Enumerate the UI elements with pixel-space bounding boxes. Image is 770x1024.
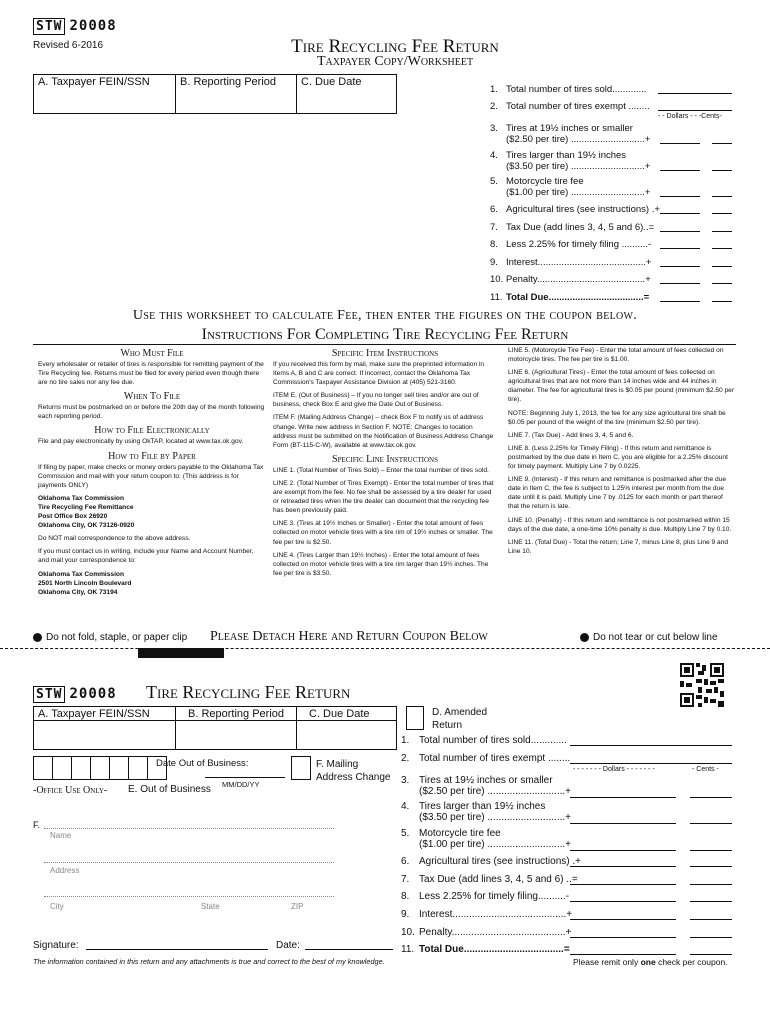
line-number: 8.	[490, 239, 498, 250]
dollars-blank[interactable]	[660, 196, 700, 197]
file-electronically-heading: How to File Electronically	[94, 425, 210, 437]
line-text: Motorcycle tire fee	[419, 828, 501, 839]
worksheet-line-9	[490, 257, 651, 268]
coupon-cents-blank[interactable]	[690, 954, 732, 955]
line-3-instructions: LINE 3. (Tires at 19½ Inches or Smaller) - Enter the total amount of fees collected on motor vehicle tires with a tire rim of 19½ inches or smaller. The fee per tire is $2.50.	[273, 520, 493, 546]
address-line: Tire Recycling Fee Remittance	[38, 503, 134, 511]
coupon-cents-blank[interactable]	[690, 937, 732, 938]
page-title: Tire Recycling Fee Return	[291, 36, 499, 57]
zip-caption: ZIP	[291, 902, 304, 911]
item-e-text: ITEM E. (Out of Business) – If you no longer sell tires and/or are out of business, check Box E and give the Date Out of Business.	[273, 392, 479, 409]
date-out-cells[interactable]	[33, 756, 166, 780]
address-line-2[interactable]	[44, 896, 334, 897]
detach-heading: Please Detach Here and Return Coupon Below	[210, 629, 488, 644]
line-text: Tires larger than 19½ inches	[506, 150, 627, 161]
payment-address	[38, 494, 266, 530]
office-use-only: -Office Use Only-	[33, 785, 108, 796]
contact-text: If you must contact us in writing, include your Name and Account Number, and mail your correspondence to:	[38, 548, 254, 565]
line-number: 1.	[401, 735, 410, 746]
form-code	[33, 18, 117, 34]
coupon-line-3	[401, 775, 571, 797]
coupon-count-blank[interactable]	[570, 745, 732, 746]
coupon-line-4	[401, 801, 571, 823]
line-1-instructions: LINE 1. (Total Number of Tires Sold) – Enter the total number of tires sold.	[273, 466, 489, 474]
worksheet-line-5	[490, 176, 650, 198]
worksheet-line-8	[490, 239, 651, 250]
line-number: 8.	[401, 891, 410, 902]
name-caption: Name	[50, 831, 72, 840]
count-blank[interactable]	[658, 110, 732, 111]
line-number: 5.	[490, 176, 498, 187]
line-number: 1.	[490, 84, 498, 95]
address-line: Post Office Box 26920	[38, 513, 108, 521]
date-cell[interactable]	[90, 756, 110, 780]
line-text: Total Due....................................=	[506, 292, 650, 303]
remit-note	[573, 957, 728, 967]
instructions-col-1	[38, 346, 266, 601]
rule	[33, 344, 736, 345]
instructions-col-2	[273, 346, 497, 582]
line-6-instructions: LINE 6. (Agricultural Tires) - Enter the total amount of fees collected on agricultural tires that are not more than 14 inches wide and 44 inches in diameter. The fee for agricultural tires is $0.05 per pound (minimum $2.50 per tire).	[508, 369, 735, 404]
coupon-form-code	[33, 686, 117, 702]
date-cell[interactable]	[52, 756, 72, 780]
line-text: Less 2.25% for timely filing..........-	[419, 891, 570, 902]
line-text: Total number of tires exempt ........	[506, 101, 650, 112]
no-fold-note	[33, 632, 187, 643]
cents-blank[interactable]	[712, 231, 732, 232]
worksheet-line-4	[490, 150, 650, 172]
certification-text: The information contained in this return and any attachments is true and correct to the best of my knowledge.	[33, 957, 385, 966]
line-text: Agricultural tires (see instructions) .+	[506, 204, 660, 215]
address-line: Oklahoma City, OK 73194	[38, 588, 118, 596]
instructions-title: Instructions For Completing Tire Recycling Fee Return	[201, 326, 569, 343]
amended-return-checkbox[interactable]	[406, 706, 424, 730]
coupon-line-10	[401, 927, 571, 938]
specific-item-text: If you received this form by mail, make sure the preprinted information in Items A, B and C are correct. If incorrect, contact the Oklahoma Tax Commission's Taxpayer Assistance Division at (405) 521-3160.	[273, 361, 485, 387]
line-9-instructions: LINE 9. (Interest) - If this return and remittance is postmarked after the due date in Item C, the fee is subject to 1.25% interest per month from the due date until it is paid. Multiply Line 7 by .0125 for each month or part thereof that the return is late.	[508, 476, 727, 511]
signature-label: Signature:	[33, 940, 79, 951]
dollars-blank[interactable]	[660, 283, 700, 284]
cents-blank[interactable]	[712, 213, 732, 214]
when-to-file-text: Returns must be postmarked on or before the 20th day of the month following each reporting period.	[38, 404, 265, 421]
line-text: Penalty.........................................+	[506, 274, 651, 285]
dollars-blank[interactable]	[660, 213, 700, 214]
coupon-cents-blank[interactable]	[690, 884, 732, 885]
date-field[interactable]	[305, 949, 393, 950]
page-subtitle: Taxpayer Copy/Worksheet	[316, 54, 474, 69]
fein-label: A. Taxpayer FEIN/SSN	[38, 76, 150, 88]
name-line[interactable]	[44, 828, 334, 829]
cents-blank[interactable]	[712, 266, 732, 267]
coupon-line-11	[401, 944, 570, 955]
line-text-2: ($2.50 per tire) ............................+	[506, 134, 651, 145]
line-number: 5.	[401, 828, 410, 839]
line-text: Total Due....................................=	[419, 944, 570, 955]
dollars-blank[interactable]	[660, 170, 700, 171]
date-out-label: Date Out of Business:	[156, 758, 249, 769]
coupon-period-label: B. Reporting Period	[188, 708, 284, 720]
date-cell[interactable]	[109, 756, 129, 780]
divider	[175, 74, 176, 114]
line-text: Total number of tires sold.............	[506, 84, 647, 95]
coupon-count-blank[interactable]	[570, 763, 732, 764]
line-text: Tax Due (add lines 3, 4, 5 and 6) ..=	[419, 874, 578, 885]
line-number: 7.	[401, 874, 410, 885]
who-must-file-heading: Who Must File	[120, 348, 184, 359]
divider	[175, 706, 176, 750]
line-number: 10.	[490, 274, 504, 285]
coupon-cents-blank[interactable]	[690, 866, 732, 867]
form-prefix: STW	[33, 18, 65, 35]
remit-one: one	[640, 957, 656, 967]
line-7-instructions: LINE 7. (Tax Due) - Add lines 3, 4, 5 and 6.	[508, 431, 634, 439]
count-blank[interactable]	[658, 93, 732, 94]
date-cell[interactable]	[33, 756, 53, 780]
address-line-1[interactable]	[44, 862, 334, 863]
line-11-instructions: LINE 11. (Total Due) - Total the return; Line 7, minus Line 8, plus Line 9 and Line 10.	[508, 538, 729, 555]
specific-item-heading: Specific Item Instructions	[331, 348, 439, 359]
coupon-cents-blank[interactable]	[690, 797, 732, 798]
line-text: Tax Due (add lines 3, 4, 5 and 6)..=	[506, 222, 655, 233]
worksheet-line-11	[490, 292, 649, 303]
specific-line-heading: Specific Line Instructions	[332, 453, 438, 465]
date-cell[interactable]	[128, 756, 148, 780]
dollars-blank[interactable]	[660, 248, 700, 249]
who-must-file-text: Every wholesaler or retailer of tires is responsible for remitting payment of the Tire Recycling fee. Returns must be filed for every period even though there are no tire sales nor any fee due.	[38, 361, 264, 387]
coupon-form-prefix: STW	[33, 686, 65, 703]
signature-field[interactable]	[86, 949, 268, 950]
line-text-2: ($3.50 per tire) ............................+	[506, 161, 651, 172]
dollars-blank[interactable]	[660, 266, 700, 267]
file-paper-text: If filing by paper, make checks or money orders payable to the Oklahoma Tax Commission and mail with your return coupon to: (This address is for payments ONLY)	[38, 463, 264, 489]
line-6-note: NOTE: Beginning July 1, 2013, the fee for any size agricultural tire shall be $0.05 per pound of the weight of the tire (minimum $2.50 per tire).	[508, 409, 726, 426]
worksheet-line-6	[490, 204, 660, 215]
form-number: 20008	[69, 18, 117, 34]
line-text: Total number of tires exempt ........	[419, 753, 571, 764]
dollars-blank[interactable]	[660, 301, 700, 302]
cents-blank[interactable]	[712, 170, 732, 171]
coupon-cents-blank[interactable]	[690, 823, 732, 824]
line-text-2: ($2.50 per tire) ............................+	[419, 786, 571, 797]
line-number: 7.	[490, 222, 498, 233]
line-number: 3.	[401, 775, 410, 786]
address-line: Oklahoma Tax Commission	[38, 494, 124, 502]
line-text: Tires at 19½ inches or smaller	[419, 775, 553, 786]
due-date-label: C. Due Date	[301, 76, 362, 88]
cents-blank[interactable]	[712, 301, 732, 302]
coupon-fein-label: A. Taxpayer FEIN/SSN	[38, 708, 150, 720]
bullet-icon	[33, 633, 42, 642]
line-text-2: ($3.50 per tire) ............................+	[419, 812, 571, 823]
remit-pre: Please remit only	[573, 957, 639, 967]
dollars-cents-header: - - Dollars - - -Cents-	[658, 113, 722, 120]
line-text-2: ($1.00 per tire) ............................+	[506, 187, 651, 198]
mmddyy-label: MM/DD/YY	[222, 780, 260, 789]
cents-blank[interactable]	[712, 196, 732, 197]
line-text: Interest.........................................+	[419, 909, 573, 920]
coupon-title: Tire Recycling Fee Return	[146, 682, 351, 702]
divider	[296, 74, 297, 114]
line-8-instructions: LINE 8. (Less 2.25% for Timely Filing) - If this return and remittance is postmarked by the due date in Item C, you are eligible for a 2.25% discount for timely payment. Multiply Line 7 by 0.0225.	[508, 444, 728, 471]
coupon-form-number: 20008	[69, 686, 117, 702]
worksheet-line-7	[490, 222, 654, 233]
coupon-cents-header: - Cents -	[692, 766, 719, 773]
line-2-instructions: LINE 2. (Total Number of Tires Exempt) - Enter the total number of tires that are exempt from the fee. No fee shall be assessed by a tire dealer for used or retreaded tires when the tire dealer can document that the recycling fee has been previously paid.	[273, 479, 494, 515]
f-label: F.	[33, 820, 41, 830]
coupon-line-9	[401, 909, 572, 920]
coupon-dollars-blank[interactable]	[570, 866, 676, 867]
coupon-dollars-blank[interactable]	[570, 850, 676, 851]
line-text: Motorcycle tire fee	[506, 176, 584, 187]
address-line: Oklahoma Tax Commission	[38, 570, 124, 578]
out-of-business-label: E. Out of Business	[128, 784, 211, 795]
coupon-dollars-blank[interactable]	[570, 919, 676, 920]
line-text: Agricultural tires (see instructions) .+	[419, 856, 582, 867]
line-5-instructions: LINE 5. (Motorcycle Tire Fee) - Enter the total amount of fees collected on motorcycle tires. The fee per tire is $1.00.	[508, 347, 724, 364]
coupon-dollars-blank[interactable]	[570, 884, 676, 885]
dollars-blank[interactable]	[660, 231, 700, 232]
correspondence-address	[38, 570, 266, 597]
line-number: 6.	[490, 204, 498, 215]
line-text: Total number of tires sold.............	[419, 735, 567, 746]
detach-line[interactable]	[0, 648, 770, 649]
use-worksheet-text: Use this worksheet to calculate Fee, then enter the figures on the coupon below.	[132, 308, 638, 323]
address-change-label: F. Mailing Address Change	[316, 759, 391, 783]
state-caption: State	[201, 902, 220, 911]
cents-blank[interactable]	[712, 248, 732, 249]
item-f-text: ITEM F. (Mailing Address Change) – check Box F to notify us of address change. Write new address in Section F. NOTE: Changes to location address must be submitted on the Notification of Business Address Change Form (BT-115-C-W), available at www.tax.ok.gov.	[273, 414, 494, 449]
dollars-blank[interactable]	[660, 143, 700, 144]
line-number: 3.	[490, 123, 498, 134]
line-number: 4.	[490, 150, 498, 161]
line-number: 9.	[490, 257, 498, 268]
line-number: 4.	[401, 801, 410, 812]
line-number: 9.	[401, 909, 410, 920]
amended-return-label: D. Amended Return	[432, 707, 488, 731]
line-number: 10.	[401, 927, 415, 938]
do-not-mail-text: Do NOT mail correspondence to the above address.	[38, 535, 191, 543]
line-text-2: ($1.00 per tire) ............................+	[419, 839, 571, 850]
coupon-dollars-blank[interactable]	[570, 954, 676, 955]
worksheet-line-2	[490, 101, 650, 112]
file-paper-heading: How to File by Paper	[108, 450, 196, 462]
line-number: 2.	[490, 101, 498, 112]
remit-post: check per coupon.	[658, 957, 728, 967]
no-tear-text: Do not tear or cut below line	[593, 632, 718, 643]
line-10-instructions: LINE 10. (Penalty) - If this return and remittance is not postmarked within 15 days of the due date, a one-time 10% penalty is due. Multiply Line 7 by 0.10.	[508, 516, 732, 533]
city-caption: City	[50, 902, 64, 911]
when-to-file-heading: When To File	[123, 391, 181, 403]
date-out-blank[interactable]	[205, 777, 285, 778]
worksheet-line-3	[490, 123, 650, 145]
instructions-col-3	[508, 346, 734, 560]
divider	[296, 706, 297, 750]
date-cell[interactable]	[71, 756, 91, 780]
coupon-line-2	[401, 753, 570, 764]
revised-date: Revised 6-2016	[33, 40, 104, 51]
line-4-instructions: LINE 4. (Tires Larger than 19½ Inches) - Enter the total amount of fees collected on motor vehicle tires with a tire rim larger than 19½ inches. The fee per tire is $3.50.	[273, 551, 489, 577]
coupon-line-5	[401, 828, 571, 850]
line-number: 11.	[401, 944, 415, 955]
file-electronically-text: File and pay electronically by using OkTAP, located at www.tax.ok.gov.	[38, 438, 244, 446]
line-number: 2.	[401, 753, 410, 764]
worksheet-line-10	[490, 274, 651, 285]
period-label: B. Reporting Period	[180, 76, 276, 88]
no-tear-note	[580, 632, 718, 643]
address-line: 2501 North Lincoln Boulevard	[38, 579, 132, 587]
line-text: Tires at 19½ inches or smaller	[506, 123, 633, 134]
coupon-dollars-header: - - - - - - - Dollars - - - - - - -	[573, 766, 655, 773]
coupon-cents-blank[interactable]	[690, 850, 732, 851]
no-fold-text: Do not fold, staple, or paper clip	[46, 632, 188, 643]
line-text: Tires larger than 19½ inches	[419, 801, 546, 812]
worksheet-line-1	[490, 84, 646, 95]
coupon-cents-blank[interactable]	[690, 901, 732, 902]
line-text: Less 2.25% for timely filing ..........-	[506, 239, 652, 250]
detach-marker	[138, 648, 224, 658]
address-line: Oklahoma City, OK 73126-0920	[38, 522, 135, 530]
address-caption: Address	[50, 866, 80, 875]
coupon-line-1	[401, 735, 567, 746]
line-text: Interest.........................................+	[506, 257, 652, 268]
coupon-cents-blank[interactable]	[690, 919, 732, 920]
coupon-line-7	[401, 874, 578, 885]
bullet-icon	[580, 633, 589, 642]
coupon-dollars-blank[interactable]	[570, 937, 676, 938]
line-number: 11.	[490, 292, 503, 303]
divider	[33, 720, 397, 721]
qr-code	[680, 663, 724, 707]
coupon-line-8	[401, 891, 569, 902]
coupon-line-6	[401, 856, 581, 867]
line-number: 6.	[401, 856, 410, 867]
line-text: Penalty.........................................+	[419, 927, 572, 938]
address-change-checkbox[interactable]	[291, 756, 311, 780]
coupon-dollars-blank[interactable]	[570, 901, 676, 902]
coupon-due-date-label: C. Due Date	[309, 708, 370, 720]
cents-blank[interactable]	[712, 143, 732, 144]
date-label: Date:	[276, 940, 300, 951]
coupon-dollars-blank[interactable]	[570, 823, 676, 824]
cents-blank[interactable]	[712, 283, 732, 284]
coupon-dollars-blank[interactable]	[570, 797, 676, 798]
